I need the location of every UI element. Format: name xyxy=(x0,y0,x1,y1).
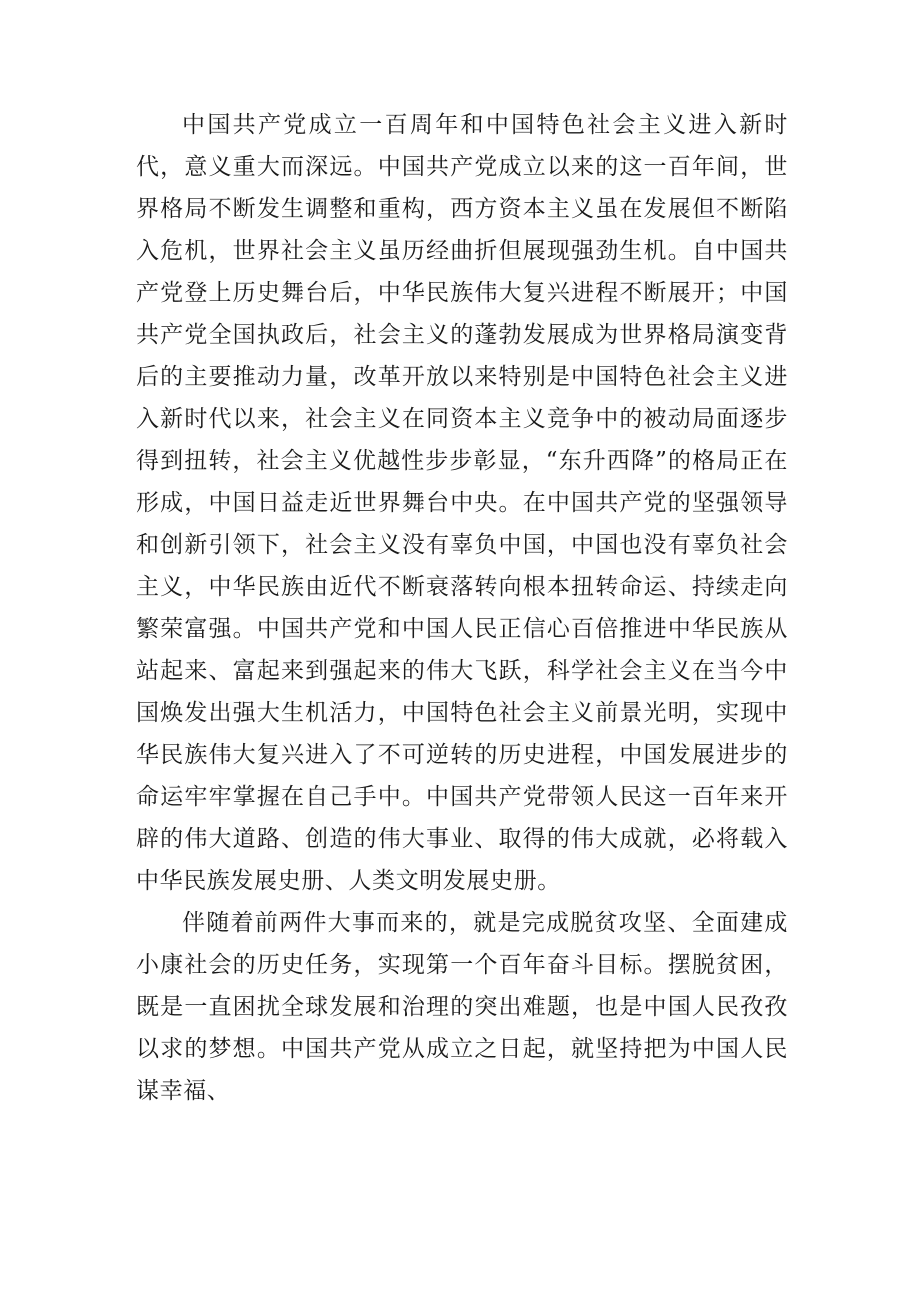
paragraph-1: 中国共产党成立一百周年和中国特色社会主义进入新时代，意义重大而深远。中国共产党成立以来的这一百年间，世界格局不断发生调整和重构，西方资本主义虽在发展但不断陷入危机，世界社会主义虽历经曲折但展现强劲生机。自中国共产党登上历史舞台后，中华民族伟大复兴进程不断展开；中国共产党全国执政后，社会主义的蓬勃发展成为世界格局演变背后的主要推动力量，改革开放以来特别是中国特色社会主义进入新时代以来，社会主义在同资本主义竞争中的被动局面逐步得到扭转，社会主义优越性步步彰显，“东升西降”的格局正在形成，中国日益走近世界舞台中央。在中国共产党的坚强领导和创新引领下，社会主义没有辜负中国，中国也没有辜负社会主义，中华民族由近代不断衰落转向根本扭转命运、持续走向繁荣富强。中国共产党和中国人民正信心百倍推进中华民族从站起来、富起来到强起来的伟大飞跃，科学社会主义在当今中国焕发出强大生机活力，中国特色社会主义前景光明，实现中华民族伟大复兴进入了不可逆转的历史进程，中国发展进步的命运牢牢掌握在自己手中。中国共产党带领人民这一百年来开辟的伟大道路、创造的伟大事业、取得的伟大成就，必将载入中华民族发展史册、人类文明发展史册。 xyxy=(136,112,788,894)
paragraph-2: 伴随着前两件大事而来的，就是完成脱贫攻坚、全面建成小康社会的历史任务，实现第一个百年奋斗目标。摆脱贫困，既是一直困扰全球发展和治理的突出难题，也是中国人民孜孜以求的梦想。中国共产党从成立之日起，就坚持把为中国人民谋幸福、 xyxy=(136,910,788,1104)
